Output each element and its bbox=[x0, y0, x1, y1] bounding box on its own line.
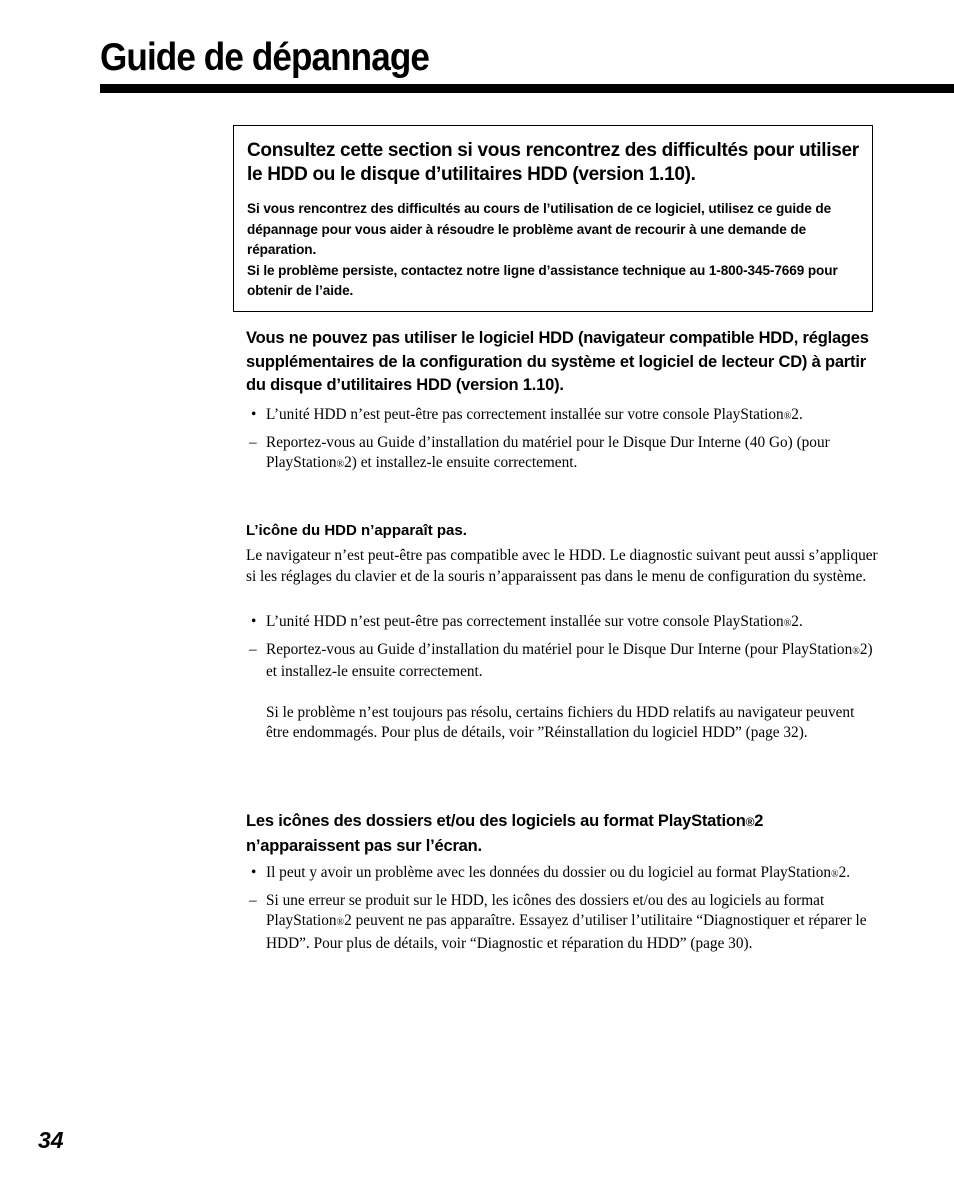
section-2-heading: L’icône du HDD n’apparaît pas. bbox=[246, 522, 467, 539]
page-number: 34 bbox=[38, 1127, 64, 1153]
dash-marker: – bbox=[249, 640, 257, 658]
section-2-note: Si le problème n’est toujours pas résolu, certains fichiers du HDD relatifs au navigateur peuvent être endommagés. Pour plus de détails, voir ”Réinstallation du logiciel HDD” (page 32). bbox=[266, 703, 855, 741]
list-item: • L’unité HDD n’est peut-être pas correctement installée sur votre console PlayStation®2. bbox=[246, 612, 878, 635]
bullet-marker: • bbox=[251, 864, 257, 881]
bullet-marker: • bbox=[251, 613, 257, 630]
section-1-list bbox=[246, 405, 878, 476]
title-rule bbox=[100, 84, 954, 93]
registered-mark: ® bbox=[336, 917, 345, 928]
registered-mark: ® bbox=[745, 815, 755, 829]
page-title: Guide de dépannage bbox=[100, 36, 430, 79]
list-item: – Si une erreur se produit sur le HDD, les icônes des dossiers et/ou des au logiciels au format PlayStation®2 peuvent ne pas apparaître. Essayez d’utiliser l’utilitaire “Diagnostiquer et réparer le HDD”. Pour plus de détails, voir “Diagnostic et réparation du HDD” (page 30). bbox=[249, 891, 867, 952]
registered-mark: ® bbox=[852, 645, 860, 657]
bullet-marker: • bbox=[251, 406, 257, 423]
list-item: • L’unité HDD n’est peut-être pas correctement installée sur votre console PlayStation®2. bbox=[246, 405, 878, 428]
section-2-list bbox=[246, 612, 878, 744]
section-2-intro: Le navigateur n’est peut-être pas compatible avec le HDD. Le diagnostic suivant peut aussi s’appliquer si les réglages du clavier et de la souris n’apparaissent pas dans le menu de configuration du système. bbox=[246, 547, 878, 585]
notice-text bbox=[247, 199, 863, 302]
section-1-heading: Vous ne pouvez pas utiliser le logiciel HDD (navigateur compatible HDD, réglages supplémentaires de la configuration du système et logiciel de lecteur CD) à partir du disque d’utilitaires HDD (version 1.10). bbox=[246, 329, 869, 394]
list-item: • Il peut y avoir un problème avec les données du dossier ou du logiciel au format PlayStation®2. bbox=[246, 863, 878, 886]
section-3-list bbox=[246, 863, 878, 954]
notice-heading: Consultez cette section si vous rencontrez des difficultés pour utiliser le HDD ou le disque d’utilitaires HDD (version 1.10). bbox=[247, 140, 859, 185]
notice-para-2: Si le problème persiste, contactez notre ligne d’assistance technique au 1-800-345-7669 pour obtenir de l’aide. bbox=[247, 262, 838, 298]
notice-box bbox=[233, 125, 873, 312]
registered-mark: ® bbox=[783, 618, 792, 629]
registered-mark: ® bbox=[336, 459, 345, 470]
dash-marker: – bbox=[249, 433, 257, 451]
list-item: – Reportez-vous au Guide d’installation du matériel pour le Disque Dur Interne (pour PlayStation®2) et installez-le ensuite correctement. bbox=[249, 640, 873, 680]
registered-mark: ® bbox=[783, 411, 792, 422]
notice-para-1: Si vous rencontrez des difficultés au cours de l’utilisation de ce logiciel, utilisez ce guide de dépannage pour vous aider à résoudre le problème avant de recourir à une demande de réparation. bbox=[247, 201, 832, 257]
list-item: – Reportez-vous au Guide d’installation du matériel pour le Disque Dur Interne (40 Go) (pour PlayStation®2) et installez-le ensuite correctement. bbox=[249, 433, 830, 471]
dash-marker: – bbox=[249, 891, 257, 909]
section-3-heading: Les icônes des dossiers et/ou des logiciels au format PlayStation®2 n’apparaissent pas sur l’écran. bbox=[246, 812, 764, 855]
registered-mark: ® bbox=[831, 869, 839, 880]
